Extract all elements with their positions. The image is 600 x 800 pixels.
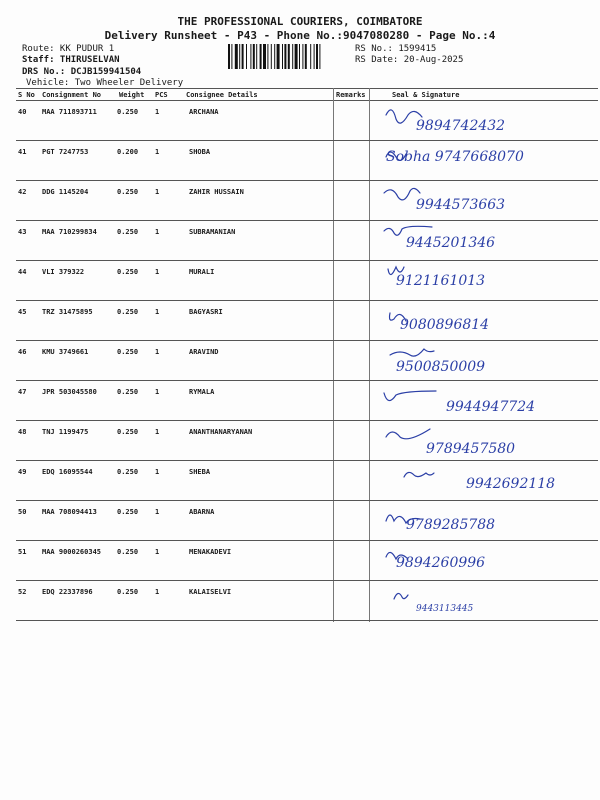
col-seal-signature: Seal & Signature xyxy=(392,91,460,99)
weight-value: 0.250 xyxy=(117,228,139,236)
signature-phone: 9944947724 xyxy=(446,399,536,415)
signature-phone: 9445201346 xyxy=(406,235,496,251)
consignment-number: VLI 379322 xyxy=(42,268,85,276)
row-sno: 52 xyxy=(18,588,27,596)
consignment-number: EDQ 16095544 xyxy=(42,468,93,476)
weight-value: 0.250 xyxy=(117,428,139,436)
row-sno: 43 xyxy=(18,228,27,236)
signature-phone: 9500850009 xyxy=(396,359,486,375)
handwritten-signature xyxy=(376,341,600,381)
weight-value: 0.250 xyxy=(117,588,139,596)
signature-phone: 9443113445 xyxy=(416,604,474,614)
row-sno: 49 xyxy=(18,468,27,476)
consignee-name: ARAVIND xyxy=(189,348,219,356)
signature-phone: 9789457580 xyxy=(426,441,516,457)
consignment-number: DDG 1145204 xyxy=(42,188,89,196)
table-row xyxy=(16,421,598,461)
signature-phone: 9080896814 xyxy=(400,317,490,333)
consignee-name: ARCHANA xyxy=(189,108,219,116)
pcs-count: 1 xyxy=(155,228,160,236)
row-sno: 50 xyxy=(18,508,27,516)
table-row xyxy=(16,301,598,341)
table-row xyxy=(16,261,598,301)
signature-stroke xyxy=(384,188,420,199)
signature-stroke xyxy=(404,472,434,477)
row-divider xyxy=(16,620,598,621)
weight-value: 0.250 xyxy=(117,268,139,276)
col-consignment: Consignment No xyxy=(42,91,102,99)
pcs-count: 1 xyxy=(155,148,160,156)
weight-value: 0.250 xyxy=(117,308,139,316)
weight-value: 0.250 xyxy=(117,548,139,556)
handwritten-signature xyxy=(376,181,600,221)
signature-stroke xyxy=(394,593,408,599)
table-row xyxy=(16,181,598,221)
handwritten-signature xyxy=(376,581,600,621)
consignment-number: MAA 708094413 xyxy=(42,508,97,516)
pcs-count: 1 xyxy=(155,508,160,516)
pcs-count: 1 xyxy=(155,308,160,316)
table-row xyxy=(16,141,598,181)
row-sno: 40 xyxy=(18,108,27,116)
table-row xyxy=(16,501,598,541)
row-sno: 46 xyxy=(18,348,27,356)
table-row xyxy=(16,461,598,501)
consignment-number: EDQ 22337896 xyxy=(42,588,93,596)
consignment-number: JPR 503045580 xyxy=(42,388,97,396)
rs-number: RS No.: 1599415 xyxy=(355,44,437,54)
handwritten-signature xyxy=(376,141,600,181)
signature-stroke xyxy=(384,391,436,401)
table-row xyxy=(16,541,598,581)
weight-value: 0.200 xyxy=(117,148,139,156)
table-row xyxy=(16,101,598,141)
barcode-image xyxy=(228,44,348,69)
vehicle-label: Vehicle: Two Wheeler Delivery xyxy=(26,78,184,88)
handwritten-signature xyxy=(376,541,600,581)
signature-stroke xyxy=(386,429,430,439)
col-weight: Weight xyxy=(119,91,145,99)
consignee-name: MENAKADEVI xyxy=(189,548,232,556)
signature-phone: 9894260996 xyxy=(396,555,486,571)
pcs-count: 1 xyxy=(155,348,160,356)
col-consignee: Consignee Details xyxy=(186,91,258,99)
col-sno: S No xyxy=(18,91,35,99)
col-remarks: Remarks xyxy=(336,91,366,99)
pcs-count: 1 xyxy=(155,268,160,276)
col-pcs: PCS xyxy=(155,91,168,99)
signature-phone: 9942692118 xyxy=(466,476,556,492)
signature-phone: 9894742432 xyxy=(416,118,506,134)
drs-number: DRS No.: DCJB159941504 xyxy=(22,67,142,77)
weight-value: 0.250 xyxy=(117,188,139,196)
consignee-name: ANANTHANARYANAN xyxy=(189,428,253,436)
handwritten-signature xyxy=(376,301,600,341)
pcs-count: 1 xyxy=(155,108,160,116)
consignment-number: MAA 710299834 xyxy=(42,228,97,236)
consignment-number: MAA 9000260345 xyxy=(42,548,102,556)
consignee-name: MURALI xyxy=(189,268,215,276)
handwritten-signature xyxy=(376,461,600,501)
handwritten-signature xyxy=(376,421,600,461)
signature-phone: 9121161013 xyxy=(396,273,486,289)
consignment-number: TNJ 1199475 xyxy=(42,428,89,436)
row-sno: 48 xyxy=(18,428,27,436)
pcs-count: 1 xyxy=(155,588,160,596)
consignee-name: ABARNA xyxy=(189,508,215,516)
consignment-number: KMU 3749661 xyxy=(42,348,89,356)
pcs-count: 1 xyxy=(155,388,160,396)
route-label: Route: KK PUDUR 1 xyxy=(22,44,115,54)
handwritten-signature xyxy=(376,501,600,541)
row-sno: 51 xyxy=(18,548,27,556)
pcs-count: 1 xyxy=(155,428,160,436)
weight-value: 0.250 xyxy=(117,108,139,116)
row-sno: 44 xyxy=(18,268,27,276)
row-sno: 42 xyxy=(18,188,27,196)
signature-phone: 9944573663 xyxy=(416,197,506,213)
consignee-name: SHEBA xyxy=(189,468,211,476)
consignment-number: PGT 7247753 xyxy=(42,148,89,156)
consignee-name: BAGYASRI xyxy=(189,308,223,316)
weight-value: 0.250 xyxy=(117,508,139,516)
handwritten-signature xyxy=(376,381,600,421)
handwritten-signature xyxy=(376,221,600,261)
signature-phone: 9789285788 xyxy=(406,517,496,533)
consignment-number: TRZ 31475895 xyxy=(42,308,93,316)
runsheet-subtitle: Delivery Runsheet - P43 - Phone No.:9047080280 - Page No.:4 xyxy=(104,29,496,42)
consignee-name: SHOBA xyxy=(189,148,211,156)
signature-stroke xyxy=(384,226,432,235)
consignee-name: KALAISELVI xyxy=(189,588,232,596)
rs-date: RS Date: 20-Aug-2025 xyxy=(355,55,464,65)
table-row xyxy=(16,221,598,261)
pcs-count: 1 xyxy=(155,188,160,196)
staff-label: Staff: THIRUSELVAN xyxy=(22,55,120,65)
signature-phone: Sobha 9747668070 xyxy=(386,149,524,165)
row-sno: 45 xyxy=(18,308,27,316)
weight-value: 0.250 xyxy=(117,348,139,356)
handwritten-signature xyxy=(376,261,600,301)
table-top-border xyxy=(16,88,598,89)
table-row xyxy=(16,341,598,381)
row-sno: 47 xyxy=(18,388,27,396)
consignee-name: SUBRAMANIAN xyxy=(189,228,236,236)
pcs-count: 1 xyxy=(155,468,160,476)
table-row xyxy=(16,581,598,621)
signature-stroke xyxy=(390,349,434,356)
handwritten-signature xyxy=(376,101,600,141)
consignee-name: ZAHIR HUSSAIN xyxy=(189,188,244,196)
table-row xyxy=(16,381,598,421)
weight-value: 0.250 xyxy=(117,468,139,476)
pcs-count: 1 xyxy=(155,548,160,556)
company-title: THE PROFESSIONAL COURIERS, COIMBATORE xyxy=(177,15,423,28)
weight-value: 0.250 xyxy=(117,388,139,396)
consignment-number: MAA 711893711 xyxy=(42,108,97,116)
consignee-name: RYMALA xyxy=(189,388,215,396)
row-sno: 41 xyxy=(18,148,27,156)
